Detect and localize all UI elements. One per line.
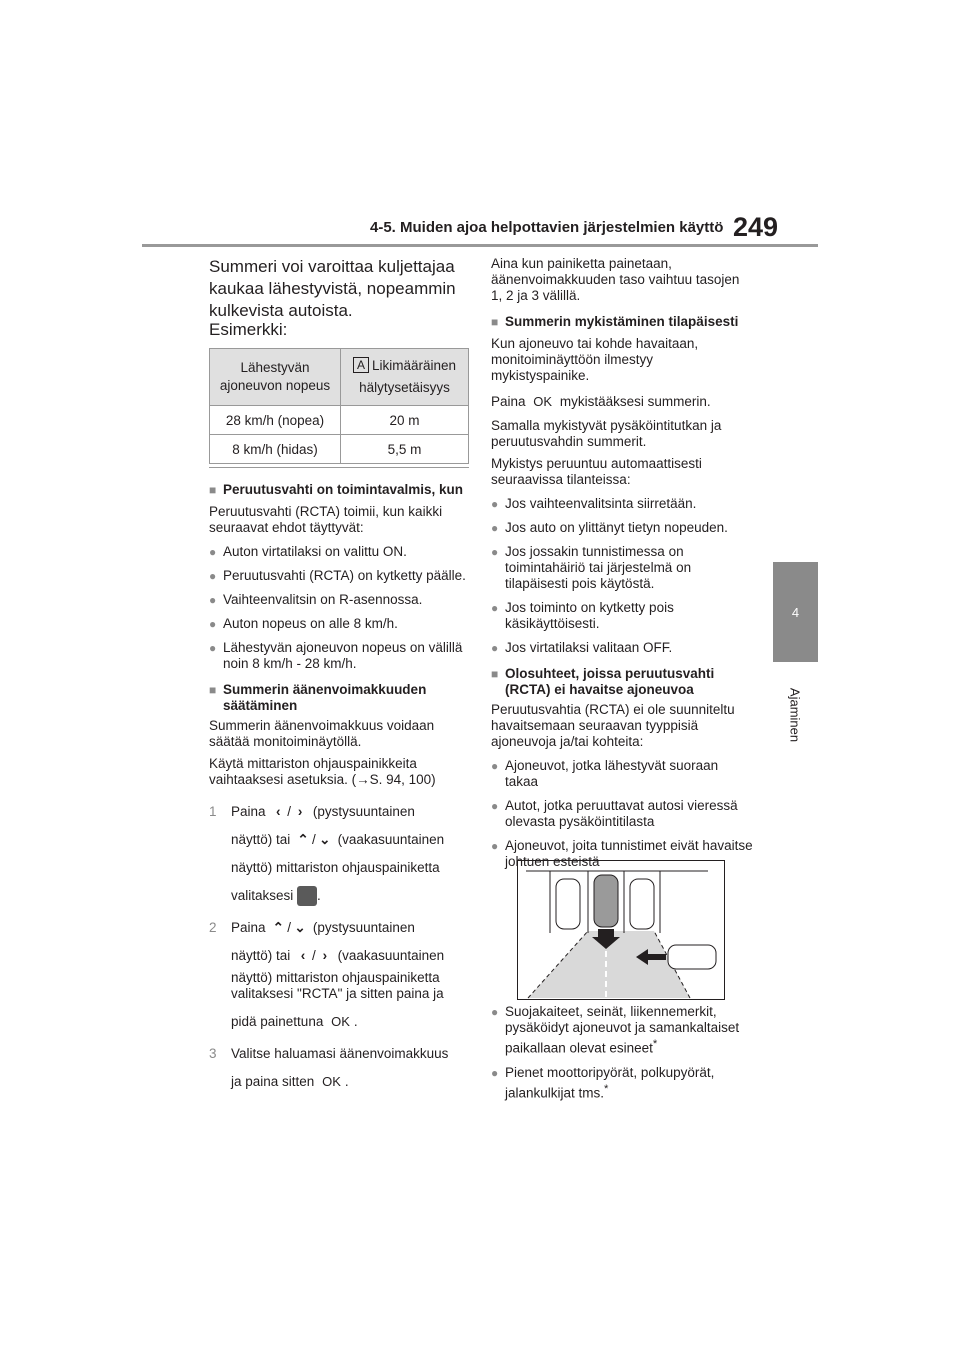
step-text: . <box>344 1074 349 1089</box>
example-label: Esimerkki: <box>209 320 288 339</box>
rcta-condition: ● Lähestyvän ajoneuvon nopeus on välillä noin 8 km/h - 28 km/h. <box>209 640 471 672</box>
nodetect-case: ● Autot, jotka peruuttavat autosi vieressä olevasta pysäköintitilasta <box>491 798 753 830</box>
chapter-label: Ajaminen <box>787 687 803 743</box>
marker-a: A <box>353 357 369 373</box>
table-cell-speed: 8 km/h (hidas) <box>210 435 341 464</box>
step-text: ja paina sitten <box>231 1074 315 1089</box>
parking-diagram <box>518 861 724 999</box>
mute-paragraph <box>491 392 753 412</box>
chevron-up-icon: ⌃ <box>297 832 309 847</box>
chevron-left-icon: ‹ <box>276 804 281 819</box>
slash-text: / <box>312 832 316 847</box>
step-text: Paina <box>231 804 266 819</box>
mute-case: ● Jos virtatilaksi valitaan OFF. <box>491 640 753 656</box>
nodetect-case-text: Pienet moottoripyörät, polkupyörät, jalankulkijat tms. <box>505 1064 715 1100</box>
settings-gear-icon <box>297 886 317 906</box>
step-text: näyttö) tai <box>231 948 291 963</box>
step-text: näyttö) mittariston ohjauspainiketta <box>231 860 440 875</box>
rcta-heading: ■ Peruutusvahti on toimintavalmis, kun <box>209 482 471 498</box>
mute-text: Paina <box>491 394 526 409</box>
footnote-mark: * <box>652 1038 658 1050</box>
volume-paragraph: Summerin äänenvoimakkuus voidaan säätää monitoiminäytöllä. <box>209 718 435 749</box>
left-body <box>209 482 471 1096</box>
step-text: (pystysuuntainen <box>312 920 415 935</box>
mute-paragraph: Mykistys peruuntuu automaattisesti seuraavissa tilanteissa: <box>491 456 702 487</box>
header-divider <box>142 244 818 247</box>
table-header-distance-line2: hälytysetäisyys <box>359 380 450 395</box>
table-row <box>210 435 469 464</box>
step-text: näyttö) tai <box>231 832 291 847</box>
step-1 <box>209 798 471 910</box>
chevron-down-icon: ⌄ <box>319 832 331 847</box>
volume-heading: ■ Summerin äänenvoimakkuuden säätäminen <box>209 682 471 714</box>
step-3 <box>209 1040 471 1096</box>
table-header-speed-text: Lähestyvän ajoneuvon nopeus <box>219 360 331 393</box>
chapter-tab <box>773 562 818 662</box>
nodetect-case <box>491 1004 753 1057</box>
nodetect-case <box>491 1065 753 1102</box>
footnote-mark: * <box>604 1082 609 1095</box>
right-body <box>491 256 753 870</box>
chevron-right-icon: › <box>322 948 328 963</box>
mute-heading: ■ Summerin mykistäminen tilapäisesti <box>491 314 753 330</box>
table-header-distance-line1: Likimääräinen <box>371 358 457 373</box>
level-paragraph: Aina kun painiketta painetaan, äänenvoimakkuuden taso vaihtuu tasojen 1, 2 ja 3 välillä. <box>491 256 740 303</box>
step-text: (pystysuuntainen <box>312 804 415 819</box>
section-title: 4-5. Muiden ajoa helpottavien järjestelmien käyttö <box>370 219 724 236</box>
rcta-condition: ● Peruutusvahti (RCTA) on kytketty päälle. <box>209 568 471 584</box>
step-text: valitaksesi <box>231 888 294 903</box>
table-cell-speed: 28 km/h (nopea) <box>210 406 341 435</box>
nodetect-heading: ■ Olosuhteet, joissa peruutusvahti (RCTA) ei havaitse ajoneuvoa <box>491 666 753 698</box>
ok-button-icon: OK <box>322 1074 341 1089</box>
rcta-condition: ● Auton nopeus on alle 8 km/h. <box>209 616 471 632</box>
table-cell-distance: 5,5 m <box>341 435 469 464</box>
mute-text: mykistääksesi summerin. <box>559 394 711 409</box>
volume-paragraph: Käytä mittariston ohjauspainikkeita vaihtaaksesi asetuksia. (→S. 94, 100) <box>209 756 436 787</box>
slash-text: / <box>287 804 292 819</box>
step-text: . <box>317 888 321 903</box>
approaching-car <box>668 945 716 969</box>
parked-car-right <box>630 879 654 929</box>
table-cell-distance: 20 m <box>341 406 469 435</box>
chevron-right-icon: › <box>297 804 303 819</box>
mute-paragraph: Kun ajoneuvo tai kohde havaitaan, monitoiminäyttöön ilmestyy mykistyspainike. <box>491 336 699 383</box>
mute-case: ● Jos toiminto on kytketty pois käsikäyttöisesti. <box>491 600 753 632</box>
table-header-speed <box>210 349 341 406</box>
table-row <box>210 406 469 435</box>
step-text: Paina <box>231 920 266 935</box>
chapter-label-box <box>771 675 819 755</box>
nodetect-case-text: Suojakaiteet, seinät, liikennemerkit, pysäköidyt ajoneuvot ja samankaltaiset paikallaan olevat esineet <box>505 1004 740 1056</box>
speed-table <box>209 348 469 464</box>
step-2 <box>209 914 471 1036</box>
right-bottom <box>491 1004 753 1101</box>
rcta-illustration <box>517 860 725 1000</box>
table-separator <box>209 467 469 468</box>
parked-car-left <box>556 879 580 929</box>
nodetect-intro: Peruutusvahtia (RCTA) ei ole suunniteltu havaitsemaan seuraavan tyyppisiä ajoneuvoja ja/tai kohteita: <box>491 702 735 749</box>
mute-case: ● Jos auto on ylittänyt tietyn nopeuden. <box>491 520 753 536</box>
chevron-down-icon: ⌄ <box>294 920 306 935</box>
ok-button-icon: OK <box>331 1014 350 1029</box>
table-header-distance <box>341 349 469 406</box>
ok-button-icon: OK <box>533 394 553 409</box>
rcta-intro: Peruutusvahti (RCTA) toimii, kun kaikki seuraavat ehdot täyttyvät: <box>209 504 443 535</box>
slash-text: / <box>287 920 292 935</box>
step-text: näyttö) mittariston ohjauspainiketta valitaksesi "RCTA" ja sitten paina ja <box>231 970 444 1001</box>
rcta-condition: ● Vaihteenvalitsin on R-asennossa. <box>209 592 471 608</box>
step-number: 3 <box>209 1046 217 1061</box>
mute-paragraph: Samalla mykistyvät pysäköintitutkan ja peruutusvahdin summerit. <box>491 418 722 449</box>
mute-case: ● Jos vaihteenvalitsinta siirretään. <box>491 496 753 512</box>
page-number: 249 <box>733 212 779 242</box>
step-number: 2 <box>209 920 217 935</box>
nodetect-case: ● Ajoneuvot, joita tunnistimet eivät havaitse johtuen esteistä <box>491 838 753 870</box>
step-text: pidä painettuna <box>231 1014 324 1029</box>
intro-paragraph: Summeri voi varoittaa kuljettajaa kaukaa lähestyvistä, nopeammin kulkevista autoista. <box>209 257 456 320</box>
step-text: (vaakasuuntainen <box>337 832 445 847</box>
step-text: . <box>353 1014 358 1029</box>
slash-text: / <box>312 948 316 963</box>
step-text: Valitse haluamasi äänenvoimakkuus <box>231 1046 449 1061</box>
chapter-number: 4 <box>791 604 800 620</box>
step-number: 1 <box>209 804 217 819</box>
chevron-up-icon: ⌃ <box>272 920 284 935</box>
nodetect-case: ● Ajoneuvot, jotka lähestyvät suoraan takaa <box>491 758 753 790</box>
rcta-condition: ● Auton virtatilaksi on valittu ON. <box>209 544 471 560</box>
step-text: (vaakasuuntainen <box>337 948 445 963</box>
mute-case: ● Jos jossakin tunnistimessa on toimintahäiriö tai järjestelmä on tilapäisesti pois käytöstä. <box>491 544 753 592</box>
own-car <box>594 875 618 927</box>
chevron-left-icon: ‹ <box>300 948 306 963</box>
